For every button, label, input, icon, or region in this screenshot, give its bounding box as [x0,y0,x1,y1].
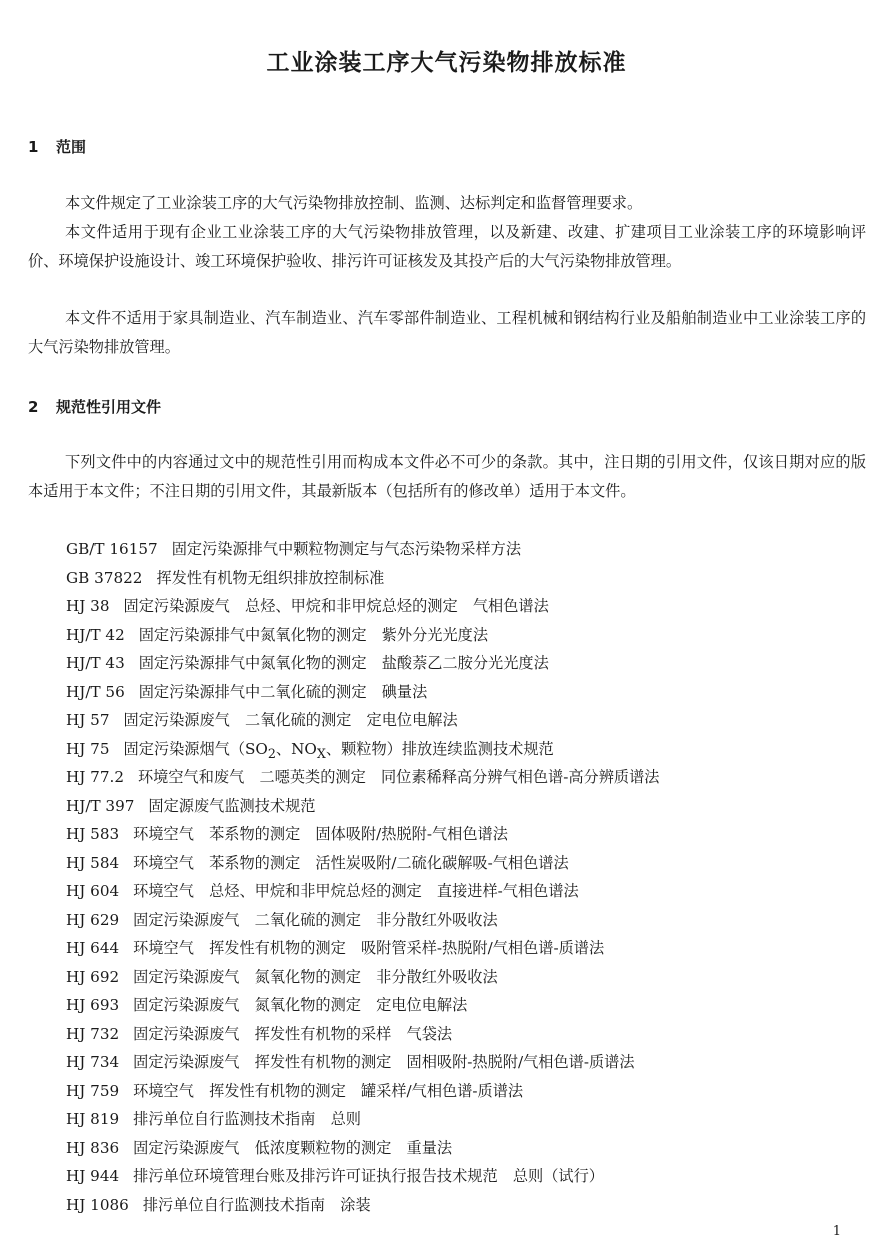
reference-title: 环境空气 苯系物的测定 固体吸附/热脱附-气相色谱法 [133,825,508,843]
reference-title: 环境空气和废气 二噁英类的测定 同位素稀释高分辨气相色谱-高分辨质谱法 [137,768,660,786]
reference-title: 固定污染源废气 二氧化硫的测定 非分散红外吸收法 [133,910,498,929]
reference-item [66,849,866,878]
reference-item [66,1162,866,1191]
reference-code: GB 37822 [66,568,143,587]
reference-code: HJ 75 [66,739,110,758]
reference-code: HJ 629 [66,910,120,929]
reference-item [66,1077,866,1106]
section-2-title: 规范性引用文件 [56,398,162,416]
reference-code: HJ 584 [66,853,120,872]
reference-title: 固定污染源排气中氮氧化物的测定 盐酸萘乙二胺分光光度法 [138,654,549,672]
reference-code: HJ 38 [66,597,110,615]
reference-item [66,1048,866,1077]
reference-item [66,735,866,764]
subscript-x: X [316,745,326,761]
reference-title: 排污单位自行监测技术指南 涂装 [142,1195,371,1214]
reference-item [66,906,866,935]
reference-item [66,877,866,906]
reference-title-part: 、颗粒物）排放连续监测技术规范 [325,739,554,758]
reference-title: 固定源废气监测技术规范 [148,796,316,815]
reference-title: 固定污染源废气 低浓度颗粒物的测定 重量法 [133,1138,453,1157]
reference-title: 固定污染源排气中颗粒物测定与气态污染物采样方法 [171,540,521,558]
reference-code: HJ 604 [66,882,120,900]
reference-code: HJ 819 [66,1110,120,1128]
reference-title: 挥发性有机物无组织排放控制标准 [156,568,385,587]
reference-code: HJ 693 [66,996,120,1014]
document-title: 工业涂装工序大气污染物排放标准 [266,50,627,76]
reference-title: 固定污染源废气 挥发性有机物的测定 固相吸附-热脱附/气相色谱-质谱法 [133,1053,635,1071]
section-2-number: 2 [28,398,39,416]
reference-code: HJ 759 [66,1081,120,1100]
reference-title [123,739,554,761]
reference-title: 固定污染源废气 挥发性有机物的采样 气袋法 [133,1024,453,1043]
reference-code: HJ 732 [66,1024,120,1043]
reference-item [66,792,866,821]
reference-title: 固定污染源废气 总烃、甲烷和非甲烷总烃的测定 气相色谱法 [123,597,549,615]
reference-list [66,535,866,1219]
reference-title: 环境空气 挥发性有机物的测定 罐采样/气相色谱-质谱法 [133,1081,524,1100]
reference-code: HJ 77.2 [66,768,124,786]
section-1-paragraph-1: 本文件规定了工业涂装工序的大气污染物排放控制、监测、达标判定和监督管理要求。 [65,194,643,212]
reference-title: 固定污染源废气 氮氧化物的测定 定电位电解法 [133,996,468,1014]
reference-item [66,991,866,1020]
reference-item [66,649,866,678]
section-2-paragraph-1: 下列文件中的内容通过文中的规范性引用而构成本文件必不可少的条款。其中，注日期的引用文件，仅该日期对应的版本适用于本文件；不注日期的引用文件，其最新版本（包括所有的修改单）适用于本文件。 [28,453,866,500]
reference-title: 固定污染源排气中二氧化硫的测定 碘量法 [138,682,428,701]
subscript-2: 2 [267,745,276,761]
reference-title: 排污单位自行监测技术指南 总则 [133,1110,361,1128]
page-number: 1 [832,1224,841,1239]
section-1-title: 范围 [56,138,87,156]
reference-item [66,535,866,564]
reference-title: 固定污染源排气中氮氧化物的测定 紫外分光光度法 [138,625,489,644]
reference-item [66,592,866,621]
reference-item [66,564,866,593]
reference-code: HJ 583 [66,825,120,843]
reference-code: HJ 644 [66,939,120,957]
reference-item [66,706,866,735]
section-1-heading [28,136,86,157]
section-2-heading [28,396,161,417]
reference-item [66,1020,866,1049]
reference-code: HJ/T 42 [66,625,125,644]
reference-item [66,963,866,992]
reference-item [66,621,866,650]
reference-code: HJ 692 [66,967,120,986]
reference-code: HJ 944 [66,1167,120,1185]
reference-item [66,1191,866,1220]
reference-code: HJ 836 [66,1138,120,1157]
reference-item [66,1134,866,1163]
reference-code: HJ 57 [66,711,110,729]
reference-title: 固定污染源废气 二氧化硫的测定 定电位电解法 [123,711,458,729]
reference-code: HJ/T 56 [66,682,125,701]
section-1-paragraph-2: 本文件适用于现有企业工业涂装工序的大气污染物排放管理，以及新建、改建、扩建项目工业涂装工序的环境影响评价、环境保护设施设计、竣工环境保护验收、排污许可证核发及其投产后的大气污染物排放管理。 [28,223,866,270]
reference-code: HJ/T 397 [66,796,135,815]
reference-item [66,820,866,849]
reference-title: 环境空气 挥发性有机物的测定 吸附管采样-热脱附/气相色谱-质谱法 [133,939,605,957]
reference-code: HJ 1086 [66,1195,129,1214]
reference-item [66,763,866,792]
reference-title: 环境空气 苯系物的测定 活性炭吸附/二硫化碳解吸-气相色谱法 [133,853,569,872]
reference-title: 排污单位环境管理台账及排污许可证执行报告技术规范 总则（试行） [133,1167,604,1185]
reference-item [66,1105,866,1134]
section-1-paragraph-3: 本文件不适用于家具制造业、汽车制造业、汽车零部件制造业、工程机械和钢结构行业及船舶制造业中工业涂装工序的大气污染物排放管理。 [28,309,866,356]
reference-item [66,934,866,963]
reference-item [66,678,866,707]
reference-title-part: 固定污染源烟气（SO [123,739,268,758]
section-1-number: 1 [28,138,39,156]
reference-code: HJ/T 43 [66,654,125,672]
reference-code: HJ 734 [66,1053,120,1071]
reference-title: 固定污染源废气 氮氧化物的测定 非分散红外吸收法 [133,967,498,986]
reference-title-part: 、NO [275,739,317,758]
reference-code: GB/T 16157 [66,540,158,558]
reference-title: 环境空气 总烃、甲烷和非甲烷总烃的测定 直接进样-气相色谱法 [133,882,579,900]
